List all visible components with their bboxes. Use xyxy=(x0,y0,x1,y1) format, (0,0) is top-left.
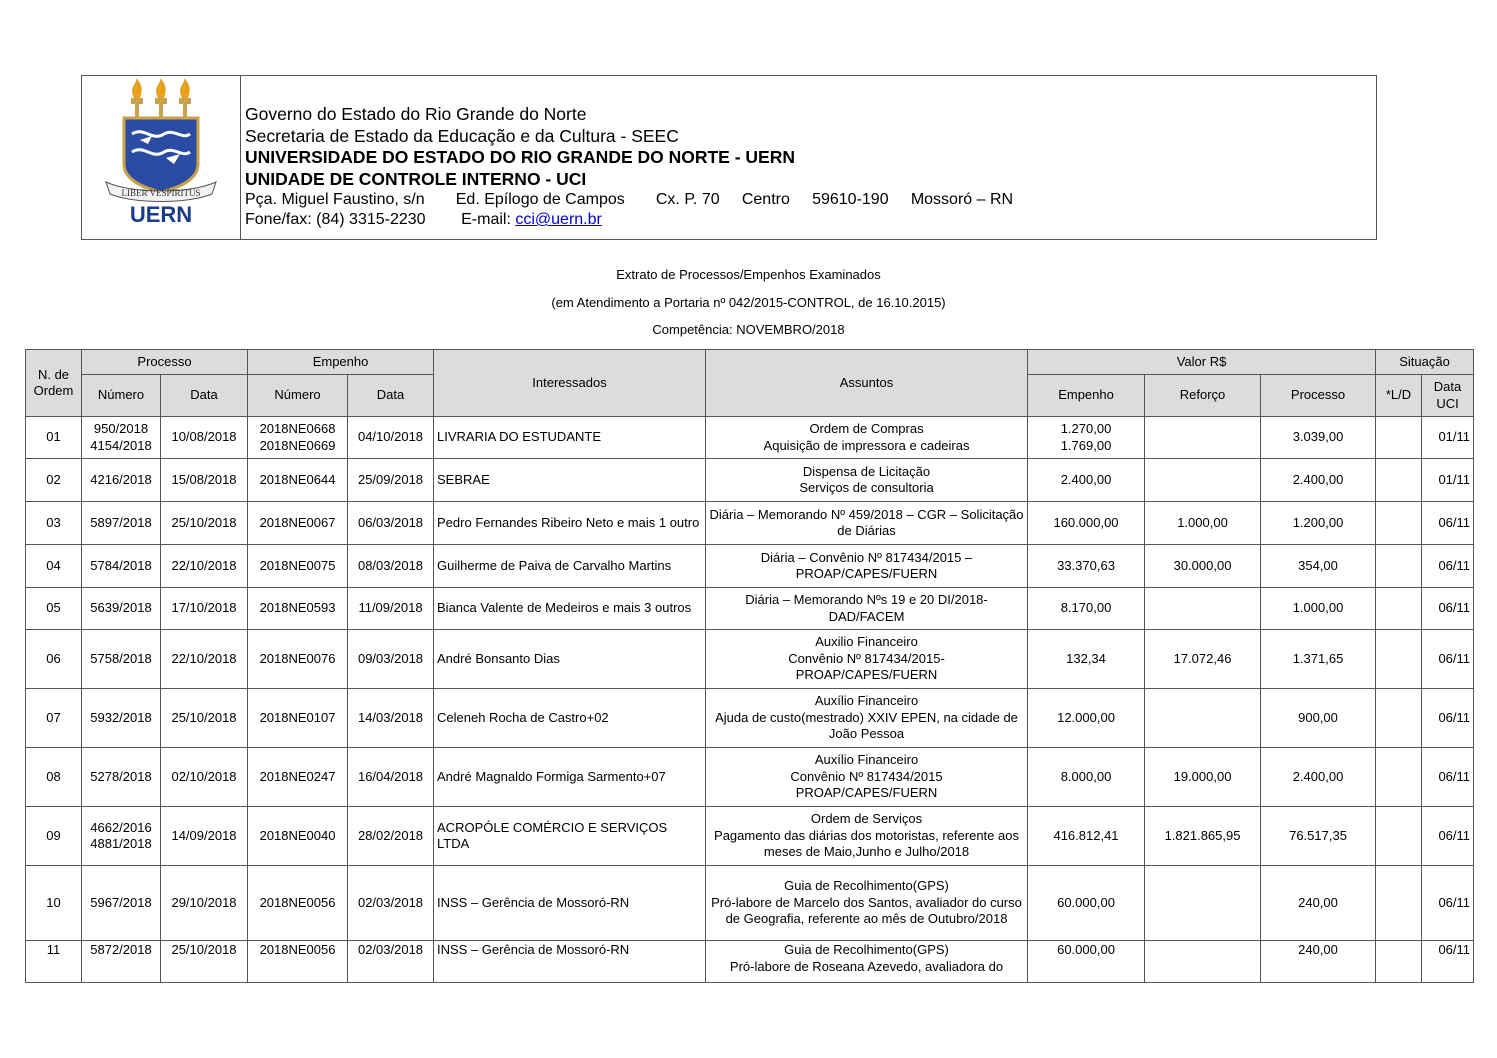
cell-valor-empenho: 8.000,00 xyxy=(1028,748,1145,807)
cell-emp-data: 14/03/2018 xyxy=(348,689,434,748)
cell-proc-data: 25/10/2018 xyxy=(161,689,248,748)
unit-line: UNIDADE DE CONTROLE INTERNO - UCI xyxy=(245,168,587,189)
cell-emp-numero: 2018NE0067 xyxy=(248,502,348,545)
header-situacao: Situação xyxy=(1376,350,1474,375)
cell-emp-numero: 2018NE0593 xyxy=(248,588,348,630)
cell-assuntos: Guia de Recolhimento(GPS) Pró-labore de Roseana Azevedo, avaliadora do xyxy=(706,941,1028,983)
cell-data-uci: 06/11 xyxy=(1422,545,1474,588)
cell-ordem: 05 xyxy=(26,588,82,630)
cell-ld xyxy=(1376,807,1422,866)
table-row xyxy=(26,807,1474,866)
header-processo: Processo xyxy=(82,350,248,375)
cell-ld xyxy=(1376,588,1422,630)
phone-text: Fone/fax: (84) 3315-2230 E-mail: xyxy=(245,211,516,228)
cell-assuntos: Diária – Convênio Nº 817434/2015 – PROAP/CAPES/FUERN xyxy=(706,545,1028,588)
header-data-uci: Data UCI xyxy=(1422,375,1474,417)
cell-proc-numero: 5278/2018 xyxy=(82,748,161,807)
cell-valor-reforco xyxy=(1145,941,1261,983)
cell-valor-processo: 900,00 xyxy=(1261,689,1376,748)
svg-text:UERN: UERN xyxy=(129,202,193,227)
cell-emp-data: 08/03/2018 xyxy=(348,545,434,588)
header-emp-numero: Número xyxy=(248,375,348,417)
cell-proc-numero: 5639/2018 xyxy=(82,588,161,630)
cell-proc-data: 15/08/2018 xyxy=(161,459,248,502)
cell-interessados: André Magnaldo Formiga Sarmento+07 xyxy=(434,748,706,807)
cell-valor-reforco xyxy=(1145,866,1261,941)
cell-ld xyxy=(1376,630,1422,689)
table-row xyxy=(26,502,1474,545)
cell-emp-numero: 2018NE0107 xyxy=(248,689,348,748)
cell-proc-numero: 5784/2018 xyxy=(82,545,161,588)
cell-proc-data: 25/10/2018 xyxy=(161,502,248,545)
cell-proc-data: 14/09/2018 xyxy=(161,807,248,866)
cell-emp-numero: 2018NE0056 xyxy=(248,866,348,941)
cell-valor-processo: 1.371,65 xyxy=(1261,630,1376,689)
cell-emp-data: 09/03/2018 xyxy=(348,630,434,689)
cell-proc-data: 29/10/2018 xyxy=(161,866,248,941)
cell-proc-data: 25/10/2018 xyxy=(161,941,248,983)
cell-ld xyxy=(1376,502,1422,545)
cell-data-uci: 06/11 xyxy=(1422,630,1474,689)
cell-valor-empenho: 2.400,00 xyxy=(1028,459,1145,502)
svg-text:LIBER VESPIRITUS: LIBER VESPIRITUS xyxy=(121,188,201,198)
cell-ld xyxy=(1376,866,1422,941)
government-line: Governo do Estado do Rio Grande do Norte xyxy=(245,104,587,124)
cell-assuntos: Dispensa de Licitação Serviços de consultoria xyxy=(706,459,1028,502)
cell-emp-data: 16/04/2018 xyxy=(348,748,434,807)
cell-proc-data: 22/10/2018 xyxy=(161,545,248,588)
cell-valor-processo: 240,00 xyxy=(1261,941,1376,983)
uern-logo xyxy=(82,76,240,239)
header-proc-data: Data xyxy=(161,375,248,417)
processes-table xyxy=(25,349,1474,983)
header-valor-empenho: Empenho xyxy=(1028,375,1145,417)
cell-data-uci: 06/11 xyxy=(1422,807,1474,866)
cell-assuntos: Auxílio Financeiro Ajuda de custo(mestrado) XXIV EPEN, na cidade de João Pessoa xyxy=(706,689,1028,748)
cell-data-uci: 06/11 xyxy=(1422,689,1474,748)
table-row xyxy=(26,417,1474,459)
header-emp-data: Data xyxy=(348,375,434,417)
contact-line xyxy=(245,210,1013,230)
cell-proc-numero: 4216/2018 xyxy=(82,459,161,502)
cell-ordem: 08 xyxy=(26,748,82,807)
cell-proc-numero: 5897/2018 xyxy=(82,502,161,545)
cell-valor-empenho: 160.000,00 xyxy=(1028,502,1145,545)
torch-icon xyxy=(131,78,143,118)
header-empenho: Empenho xyxy=(248,350,434,375)
cell-interessados: Celeneh Rocha de Castro+02 xyxy=(434,689,706,748)
cell-valor-empenho: 1.270,00 1.769,00 xyxy=(1028,417,1145,459)
cell-emp-data: 11/09/2018 xyxy=(348,588,434,630)
cell-interessados: Pedro Fernandes Ribeiro Neto e mais 1 outro xyxy=(434,502,706,545)
email-link[interactable]: cci@uern.br xyxy=(515,211,602,228)
cell-emp-data: 02/03/2018 xyxy=(348,941,434,983)
table-row xyxy=(26,866,1474,941)
table-row xyxy=(26,545,1474,588)
cell-proc-data: 17/10/2018 xyxy=(161,588,248,630)
letterhead xyxy=(81,75,1377,240)
cell-valor-reforco xyxy=(1145,588,1261,630)
cell-ordem: 04 xyxy=(26,545,82,588)
table-row xyxy=(26,748,1474,807)
cell-data-uci: 06/11 xyxy=(1422,748,1474,807)
cell-valor-reforco: 19.000,00 xyxy=(1145,748,1261,807)
cell-ordem: 03 xyxy=(26,502,82,545)
table-row xyxy=(26,630,1474,689)
cell-ordem: 02 xyxy=(26,459,82,502)
cell-valor-empenho: 60.000,00 xyxy=(1028,941,1145,983)
cell-proc-data: 10/08/2018 xyxy=(161,417,248,459)
cell-proc-numero: 5872/2018 xyxy=(82,941,161,983)
cell-valor-processo: 2.400,00 xyxy=(1261,459,1376,502)
cell-assuntos: Ordem de Serviços Pagamento das diárias dos motoristas, referente aos meses de Maio,Junho e Julho/2018 xyxy=(706,807,1028,866)
cell-assuntos: Ordem de Compras Aquisição de impressora e cadeiras xyxy=(706,417,1028,459)
cell-valor-reforco xyxy=(1145,459,1261,502)
cell-assuntos: Diária – Memorando Nº 459/2018 – CGR – Solicitação de Diárias xyxy=(706,502,1028,545)
cell-valor-empenho: 12.000,00 xyxy=(1028,689,1145,748)
cell-emp-data: 28/02/2018 xyxy=(348,807,434,866)
cell-interessados: INSS – Gerência de Mossoró-RN xyxy=(434,866,706,941)
cell-ordem: 10 xyxy=(26,866,82,941)
header-valor-reforco: Reforço xyxy=(1145,375,1261,417)
cell-valor-empenho: 416.812,41 xyxy=(1028,807,1145,866)
header-valor-processo: Processo xyxy=(1261,375,1376,417)
cell-proc-data: 22/10/2018 xyxy=(161,630,248,689)
cell-proc-numero: 4662/2016 4881/2018 xyxy=(82,807,161,866)
address-line: Pça. Miguel Faustino, s/n Ed. Epílogo de Campos Cx. P. 70 Centro 59610-190 Mossoró – RN xyxy=(245,191,1014,208)
cell-interessados: André Bonsanto Dias xyxy=(434,630,706,689)
institution-info xyxy=(245,104,1013,230)
cell-data-uci: 01/11 xyxy=(1422,459,1474,502)
cell-interessados: Bianca Valente de Medeiros e mais 3 outros xyxy=(434,588,706,630)
cell-valor-processo: 3.039,00 xyxy=(1261,417,1376,459)
cell-valor-processo: 354,00 xyxy=(1261,545,1376,588)
cell-proc-numero: 5758/2018 xyxy=(82,630,161,689)
cell-proc-numero: 5932/2018 xyxy=(82,689,161,748)
header-valor: Valor R$ xyxy=(1028,350,1376,375)
cell-emp-numero: 2018NE0668 2018NE0669 xyxy=(248,417,348,459)
secretariat-line: Secretaria de Estado da Educação e da Cultura - SEEC xyxy=(245,125,679,146)
cell-assuntos: Diária – Memorando Nºs 19 e 20 DI/2018-DAD/FACEM xyxy=(706,588,1028,630)
cell-valor-reforco xyxy=(1145,417,1261,459)
cell-valor-processo: 1.000,00 xyxy=(1261,588,1376,630)
cell-emp-numero: 2018NE0076 xyxy=(248,630,348,689)
cell-proc-data: 02/10/2018 xyxy=(161,748,248,807)
cell-emp-numero: 2018NE0056 xyxy=(248,941,348,983)
cell-interessados: INSS – Gerência de Mossoró-RN xyxy=(434,941,706,983)
cell-ld xyxy=(1376,748,1422,807)
document-subtitle: (em Atendimento a Portaria nº 042/2015-CONTROL, de 16.10.2015) xyxy=(551,295,946,310)
cell-data-uci: 06/11 xyxy=(1422,866,1474,941)
cell-valor-processo: 240,00 xyxy=(1261,866,1376,941)
torch-icon xyxy=(179,78,191,118)
cell-data-uci: 06/11 xyxy=(1422,588,1474,630)
cell-proc-numero: 950/2018 4154/2018 xyxy=(82,417,161,459)
header-assuntos: Assuntos xyxy=(706,350,1028,417)
competence-line: Competência: NOVEMBRO/2018 xyxy=(652,322,845,337)
cell-ordem: 06 xyxy=(26,630,82,689)
cell-valor-reforco: 1.000,00 xyxy=(1145,502,1261,545)
cell-emp-numero: 2018NE0075 xyxy=(248,545,348,588)
cell-emp-data: 06/03/2018 xyxy=(348,502,434,545)
cell-valor-reforco: 17.072,46 xyxy=(1145,630,1261,689)
cell-emp-data: 25/09/2018 xyxy=(348,459,434,502)
torch-icon xyxy=(155,78,167,118)
cell-valor-empenho: 60.000,00 xyxy=(1028,866,1145,941)
document-title: Extrato de Processos/Empenhos Examinados xyxy=(616,267,881,282)
cell-ld xyxy=(1376,459,1422,502)
cell-data-uci: 06/11 xyxy=(1422,941,1474,983)
cell-valor-processo: 1.200,00 xyxy=(1261,502,1376,545)
cell-ordem: 09 xyxy=(26,807,82,866)
cell-emp-data: 04/10/2018 xyxy=(348,417,434,459)
cell-emp-numero: 2018NE0247 xyxy=(248,748,348,807)
cell-ld xyxy=(1376,417,1422,459)
cell-ld xyxy=(1376,941,1422,983)
cell-ordem: 11 xyxy=(26,941,82,983)
cell-interessados: SEBRAE xyxy=(434,459,706,502)
table-row xyxy=(26,459,1474,502)
cell-proc-numero: 5967/2018 xyxy=(82,866,161,941)
cell-assuntos: Auxilio Financeiro Convênio Nº 817434/2015- PROAP/CAPES/FUERN xyxy=(706,630,1028,689)
cell-emp-numero: 2018NE0644 xyxy=(248,459,348,502)
cell-interessados: ACROPÓLE COMÉRCIO E SERVIÇOS LTDA xyxy=(434,807,706,866)
cell-valor-processo: 2.400,00 xyxy=(1261,748,1376,807)
cell-valor-reforco: 1.821.865,95 xyxy=(1145,807,1261,866)
header-ordem: N. de Ordem xyxy=(26,350,82,417)
cell-valor-processo: 76.517,35 xyxy=(1261,807,1376,866)
table-row xyxy=(26,588,1474,630)
cell-data-uci: 01/11 xyxy=(1422,417,1474,459)
cell-data-uci: 06/11 xyxy=(1422,502,1474,545)
logo-cell xyxy=(82,76,241,239)
header-ld: *L/D xyxy=(1376,375,1422,417)
cell-valor-reforco xyxy=(1145,689,1261,748)
cell-valor-empenho: 8.170,00 xyxy=(1028,588,1145,630)
cell-emp-data: 02/03/2018 xyxy=(348,866,434,941)
cell-valor-empenho: 132,34 xyxy=(1028,630,1145,689)
cell-assuntos: Guia de Recolhimento(GPS) Pró-labore de Marcelo dos Santos, avaliador do curso de Geografia, referente ao mês de Outubro/2018 xyxy=(706,866,1028,941)
table-row xyxy=(26,689,1474,748)
cell-emp-numero: 2018NE0040 xyxy=(248,807,348,866)
table-row xyxy=(26,941,1474,983)
cell-interessados: Guilherme de Paiva de Carvalho Martins xyxy=(434,545,706,588)
cell-ld xyxy=(1376,545,1422,588)
cell-valor-empenho: 33.370,63 xyxy=(1028,545,1145,588)
cell-ordem: 01 xyxy=(26,417,82,459)
cell-interessados: LIVRARIA DO ESTUDANTE xyxy=(434,417,706,459)
header-proc-numero: Número xyxy=(82,375,161,417)
cell-assuntos: Auxílio Financeiro Convênio Nº 817434/2015 PROAP/CAPES/FUERN xyxy=(706,748,1028,807)
cell-ordem: 07 xyxy=(26,689,82,748)
header-interessados: Interessados xyxy=(434,350,706,417)
university-line: UNIVERSIDADE DO ESTADO DO RIO GRANDE DO NORTE - UERN xyxy=(245,147,795,167)
cell-ld xyxy=(1376,689,1422,748)
cell-valor-reforco: 30.000,00 xyxy=(1145,545,1261,588)
